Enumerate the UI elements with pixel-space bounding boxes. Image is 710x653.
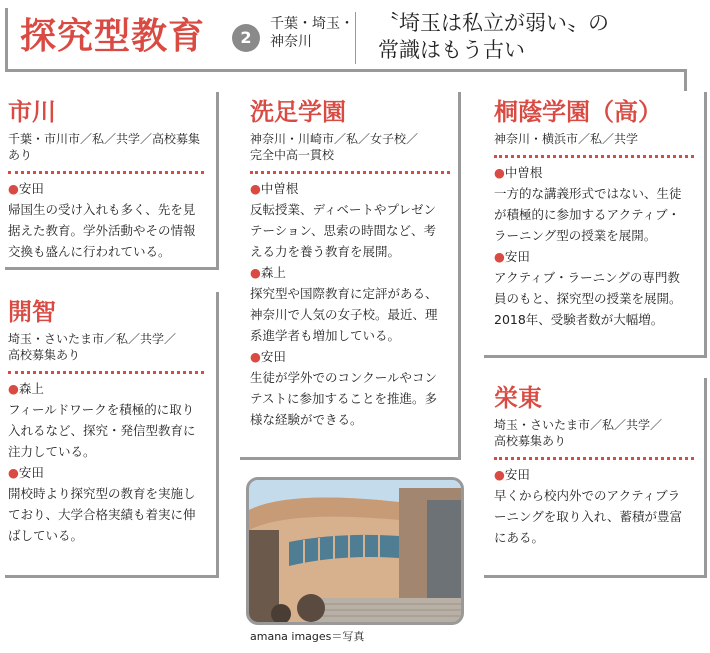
card-sakaehigashi-border-right [704, 378, 707, 578]
comment-line: テーション、思索の時間など、考 [250, 223, 437, 238]
comment-line: 一方的な講義形式ではない、生徒 [494, 186, 682, 201]
comment-entry [250, 178, 454, 262]
comment-line: ばしている。 [8, 528, 84, 543]
building-illustration [249, 480, 461, 622]
comment-line: にある。 [494, 530, 545, 545]
school-card-toin [494, 92, 698, 330]
comment-line: 帰国生の受け入れも多く、先を見 [8, 202, 196, 217]
page-title: 探究型教育 [20, 16, 206, 57]
comment-line: が積極的に参加するアクティブ・ [494, 207, 681, 222]
school-name: 栄東 [494, 384, 542, 412]
commenter-name: ●中曽根 [494, 165, 543, 180]
bullet-dot: ● [250, 181, 261, 196]
page-subtitle [378, 10, 698, 64]
school-name: 桐蔭学園（高） [494, 98, 662, 126]
subtitle-line-1: 〝埼玉は私立が弱い〟の [378, 11, 609, 35]
meta-line: 神奈川・横浜市／私／共学 [494, 132, 639, 146]
comment-line: テストに参加することを推進。多 [250, 391, 438, 406]
school-card-kaichi [8, 292, 208, 546]
card-toin-border-right [704, 92, 707, 358]
dotted-divider [494, 457, 694, 460]
school-name: 洗足学園 [250, 98, 346, 126]
school-card-senzoku [250, 92, 454, 430]
school-meta [494, 131, 698, 147]
comment-entry [494, 246, 698, 330]
bullet-dot: ● [250, 349, 261, 364]
comment-line: 2018年、受験者数が大幅増。 [494, 312, 664, 327]
comment-line: 反転授業、ディベートやプレゼン [250, 202, 437, 217]
meta-line: 千葉・市川市／私／共学／高校募集あり [8, 132, 201, 162]
commenter-name: ●安田 [8, 465, 44, 480]
meta-line: 埼玉・さいたま市／私／共学／ [8, 332, 177, 346]
school-card-ichikawa [8, 92, 208, 262]
comment-entry [494, 162, 698, 246]
school-meta [494, 417, 698, 449]
bullet-dot: ● [494, 249, 505, 264]
commenter-name: ●中曽根 [250, 181, 299, 196]
school-meta [250, 131, 454, 163]
comment-line: 注力している。 [8, 444, 96, 459]
bullet-dot: ● [8, 465, 19, 480]
meta-line: 埼玉・さいたま市／私／共学／ [494, 418, 663, 432]
card-ichikawa-border-right [216, 92, 219, 270]
subtitle-line-2: 常識はもう古い [378, 38, 525, 62]
comment-entry [8, 378, 208, 462]
school-meta [8, 131, 208, 163]
region-line-1: 千葉・埼玉・ [270, 16, 354, 32]
meta-line: 高校募集あり [494, 434, 567, 448]
dotted-divider [494, 155, 694, 158]
header-divider [355, 12, 356, 64]
meta-line: 高校募集あり [8, 348, 81, 362]
bullet-dot: ● [250, 265, 261, 280]
bullet-dot: ● [8, 181, 19, 196]
card-senzoku-border-bottom [240, 457, 460, 460]
comment-line: 開校時より探究型の教育を実施し [8, 486, 196, 501]
meta-line: 神奈川・川崎市／私／女子校／ [250, 132, 419, 146]
region-label [270, 15, 360, 51]
school-name: 開智 [8, 298, 56, 326]
dotted-divider [8, 371, 204, 374]
comment-line: 探究型や国際教育に定評がある、 [250, 286, 438, 301]
bullet-dot: ● [494, 165, 505, 180]
comment-line: 員のもと、探究型の授業を展開。 [494, 291, 682, 306]
comment-line: 神奈川で人気の女子校。最近、理 [250, 307, 438, 322]
card-kaichi-border-bottom [5, 575, 219, 578]
comment-line: 入れるなど、探究・発信型教育に [8, 423, 196, 438]
header-frame-right [684, 69, 687, 91]
dotted-divider [8, 171, 204, 174]
school-meta [8, 331, 208, 363]
meta-line: 完全中高一貫校 [250, 148, 335, 162]
commenter-name: ●安田 [494, 467, 530, 482]
comment-line: ーニングを取り入れ、蓄積が豊富 [494, 509, 683, 524]
comment-entry [250, 346, 454, 430]
comment-line: フィールドワークを積極的に取り [8, 402, 195, 417]
comment-line: 生徒が学外でのコンクールやコン [250, 370, 438, 385]
comment-line: アクティブ・ラーニングの専門教 [494, 270, 680, 285]
comment-entry [8, 178, 208, 262]
header-frame-left [5, 8, 8, 70]
comment-line: 交換も盛んに行われている。 [8, 244, 171, 259]
commenter-name: ●安田 [250, 349, 286, 364]
comment-entry [250, 262, 454, 346]
school-building-photo [246, 477, 464, 625]
comment-line: 様な経験ができる。 [250, 412, 363, 427]
header-frame-bottom [5, 69, 687, 72]
commenter-name: ●森上 [250, 265, 286, 280]
bullet-dot: ● [8, 381, 19, 396]
card-kaichi-border-right [216, 292, 219, 577]
card-sakaehigashi-border-bottom [484, 575, 706, 578]
commenter-name: ●森上 [8, 381, 44, 396]
comment-line: 据えた教育。学外活動やその情報 [8, 223, 196, 238]
region-line-2: 神奈川 [270, 34, 312, 50]
school-name: 市川 [8, 98, 56, 126]
commenter-name: ●安田 [8, 181, 44, 196]
card-toin-border-bottom [484, 355, 706, 358]
bullet-dot: ● [494, 467, 505, 482]
photo-caption: amana images＝写真 [250, 630, 365, 643]
comment-line: ラーニング型の授業を展開。 [494, 228, 657, 243]
card-ichikawa-border [5, 267, 217, 270]
comment-entry [494, 464, 698, 548]
school-card-sakaehigashi [494, 378, 698, 548]
commenter-name: ●安田 [494, 249, 530, 264]
dotted-divider [250, 171, 450, 174]
comment-line: 系進学者も増加している。 [250, 328, 401, 343]
comment-line: える力を養う教育を展開。 [250, 244, 401, 259]
comment-line: ており、大学合格実績も着実に伸 [8, 507, 196, 522]
section-number-badge: 2 [232, 24, 260, 52]
comment-entry [8, 462, 208, 546]
comment-line: 早くから校内外でのアクティブラ [494, 488, 681, 503]
card-senzoku-border-right [458, 92, 461, 460]
